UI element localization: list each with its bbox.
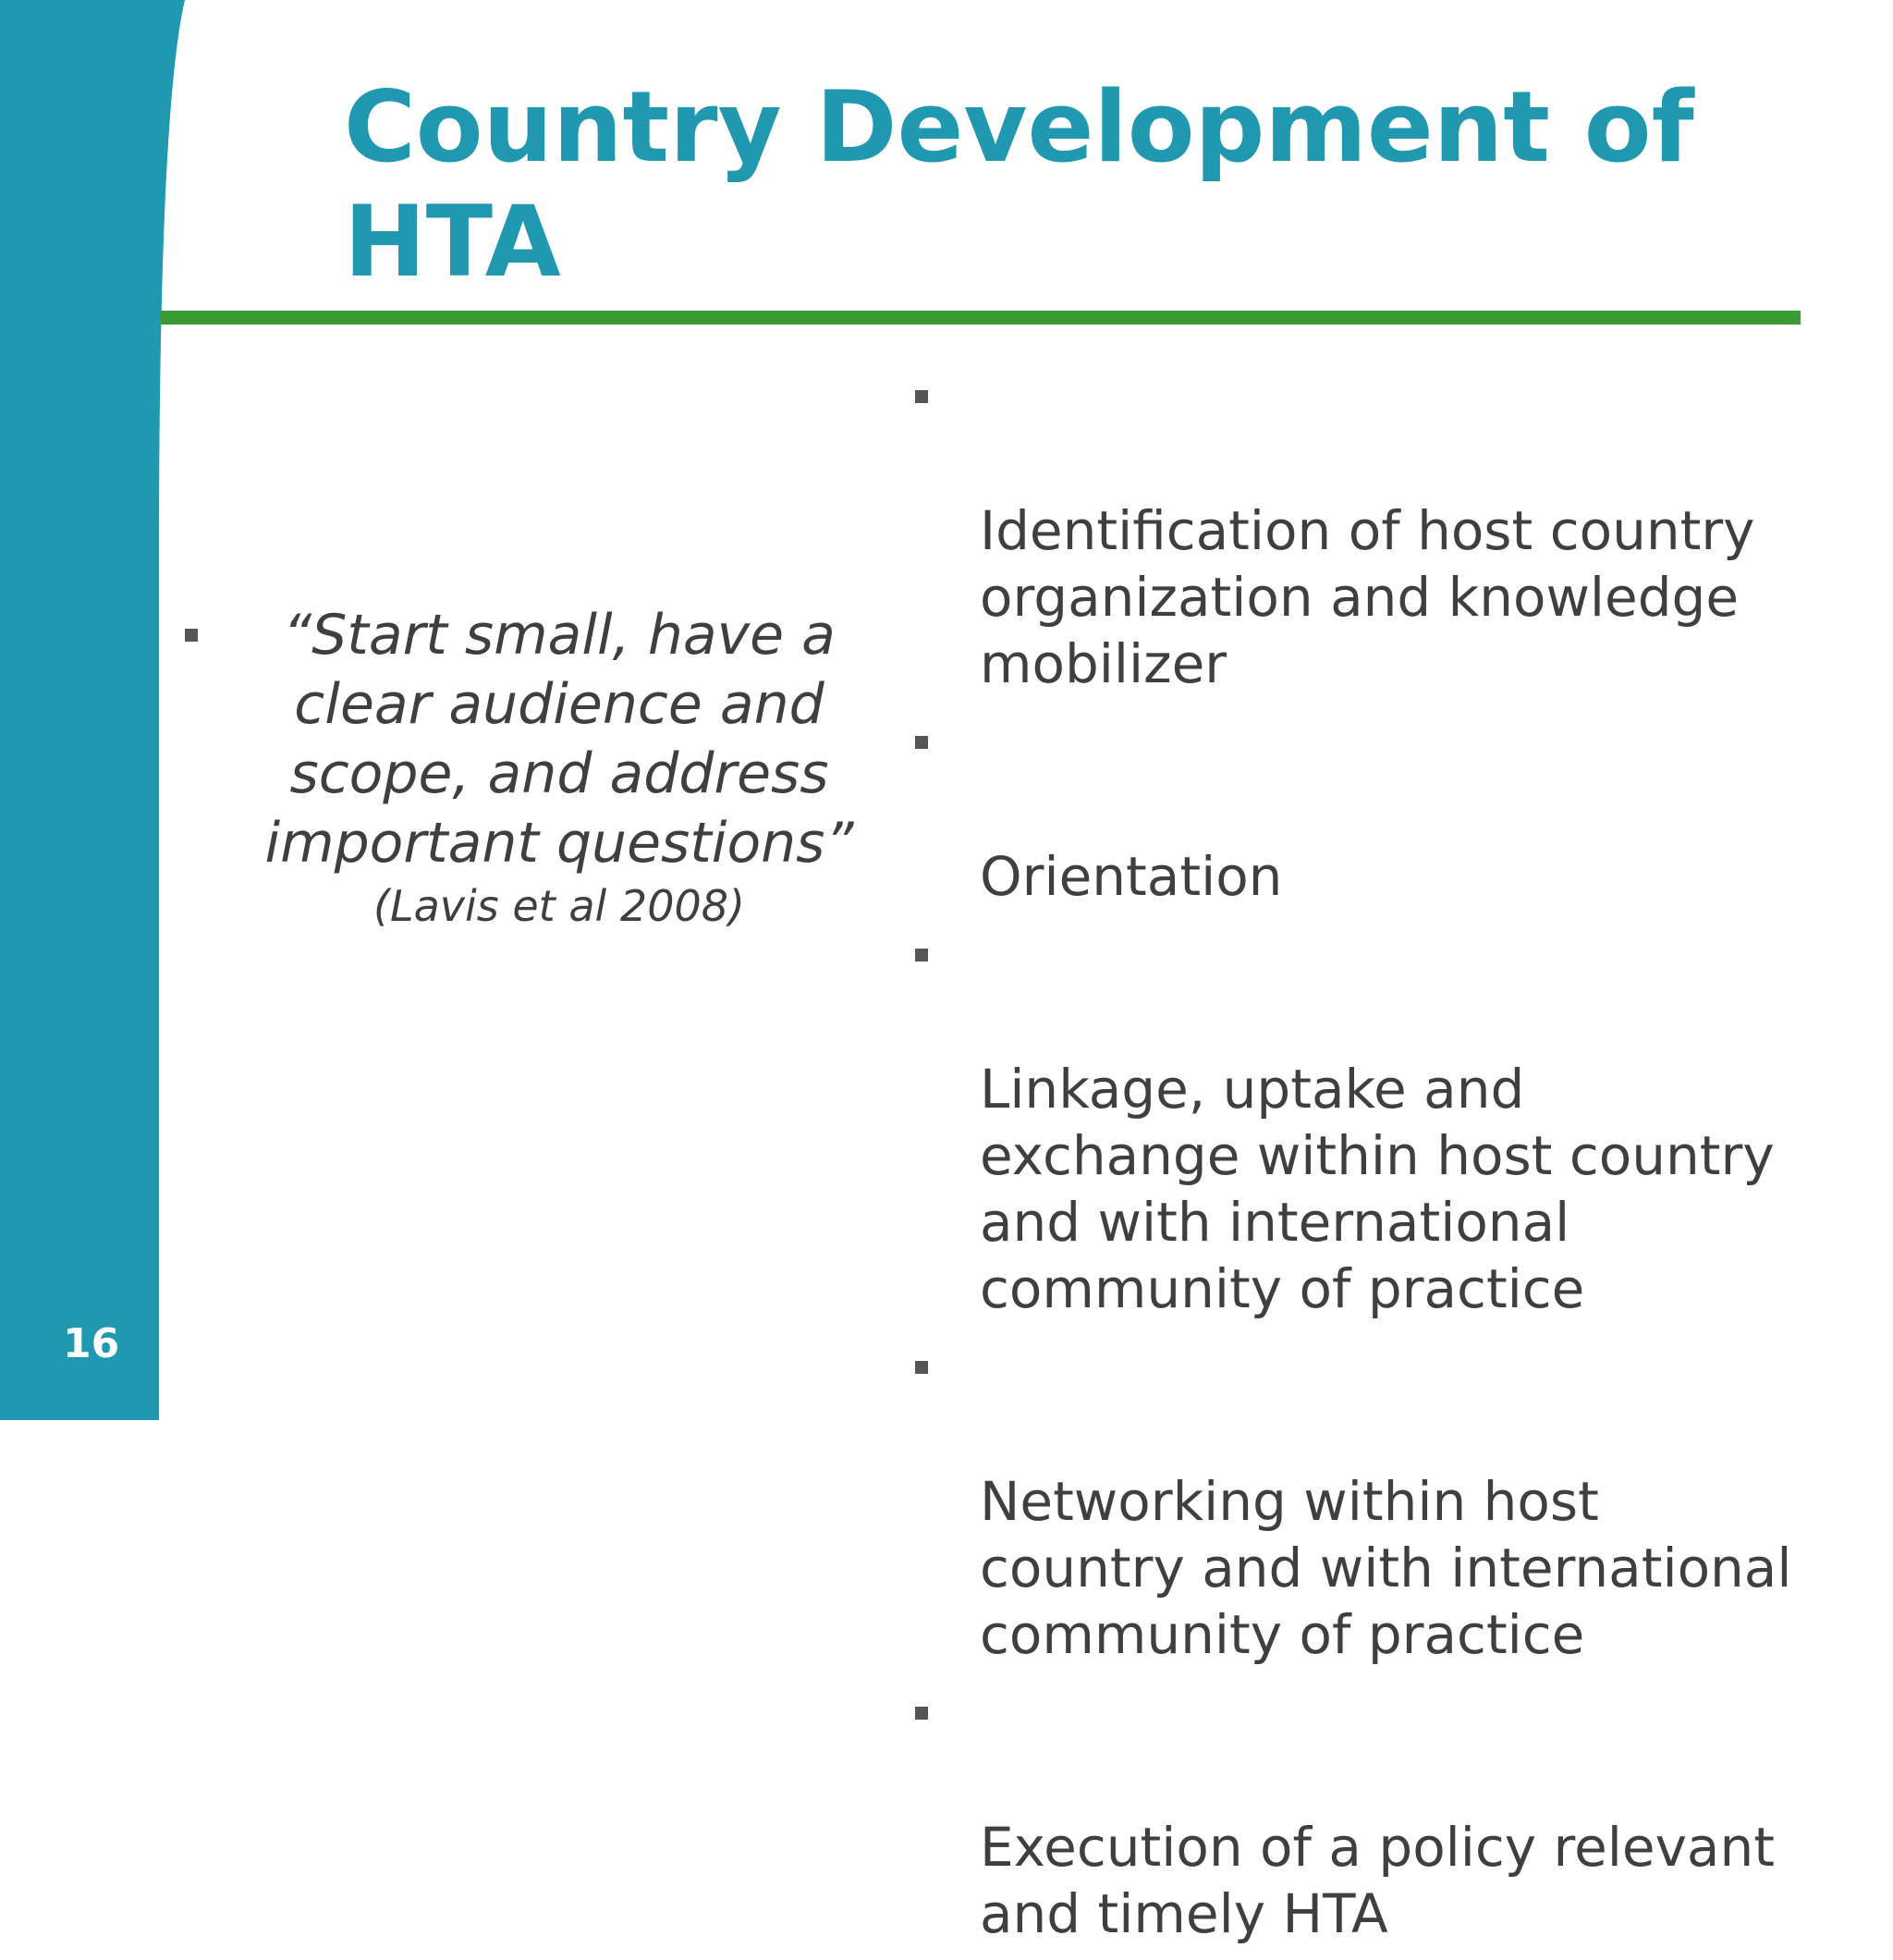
list-item-text: Orientation bbox=[980, 845, 1283, 908]
bullet-list bbox=[906, 364, 1830, 1960]
square-bullet-icon bbox=[915, 736, 928, 749]
list-item bbox=[906, 1681, 1830, 1947]
square-bullet-icon bbox=[915, 949, 928, 962]
list-item-text: Linkage, uptake and exchange within host country and with international community of practice bbox=[980, 1058, 1775, 1320]
quote-block bbox=[176, 601, 897, 934]
list-item bbox=[906, 923, 1830, 1322]
list-item-text: Networking within host country and with international community of practice bbox=[980, 1470, 1792, 1666]
list-item bbox=[906, 710, 1830, 910]
quote-citation: (Lavis et al 2008) bbox=[373, 881, 745, 931]
page-number: 16 bbox=[63, 1320, 120, 1367]
list-item bbox=[906, 364, 1830, 697]
square-bullet-icon bbox=[915, 1707, 928, 1720]
list-item bbox=[906, 1335, 1830, 1668]
list-item-text: Execution of a policy relevant and timely HTA bbox=[980, 1816, 1775, 1945]
list-item-text: Identification of host country organization and knowledge mobilizer bbox=[980, 499, 1755, 695]
slide-title: Country Development of HTA bbox=[344, 70, 1694, 299]
square-bullet-icon bbox=[915, 1361, 928, 1374]
title-divider bbox=[161, 311, 1801, 325]
quote-text: “Start small, have a clear audience and scope, and address important questions” bbox=[264, 603, 854, 876]
side-band bbox=[0, 0, 194, 1420]
square-bullet-icon bbox=[915, 390, 928, 403]
square-bullet-icon bbox=[185, 629, 198, 642]
